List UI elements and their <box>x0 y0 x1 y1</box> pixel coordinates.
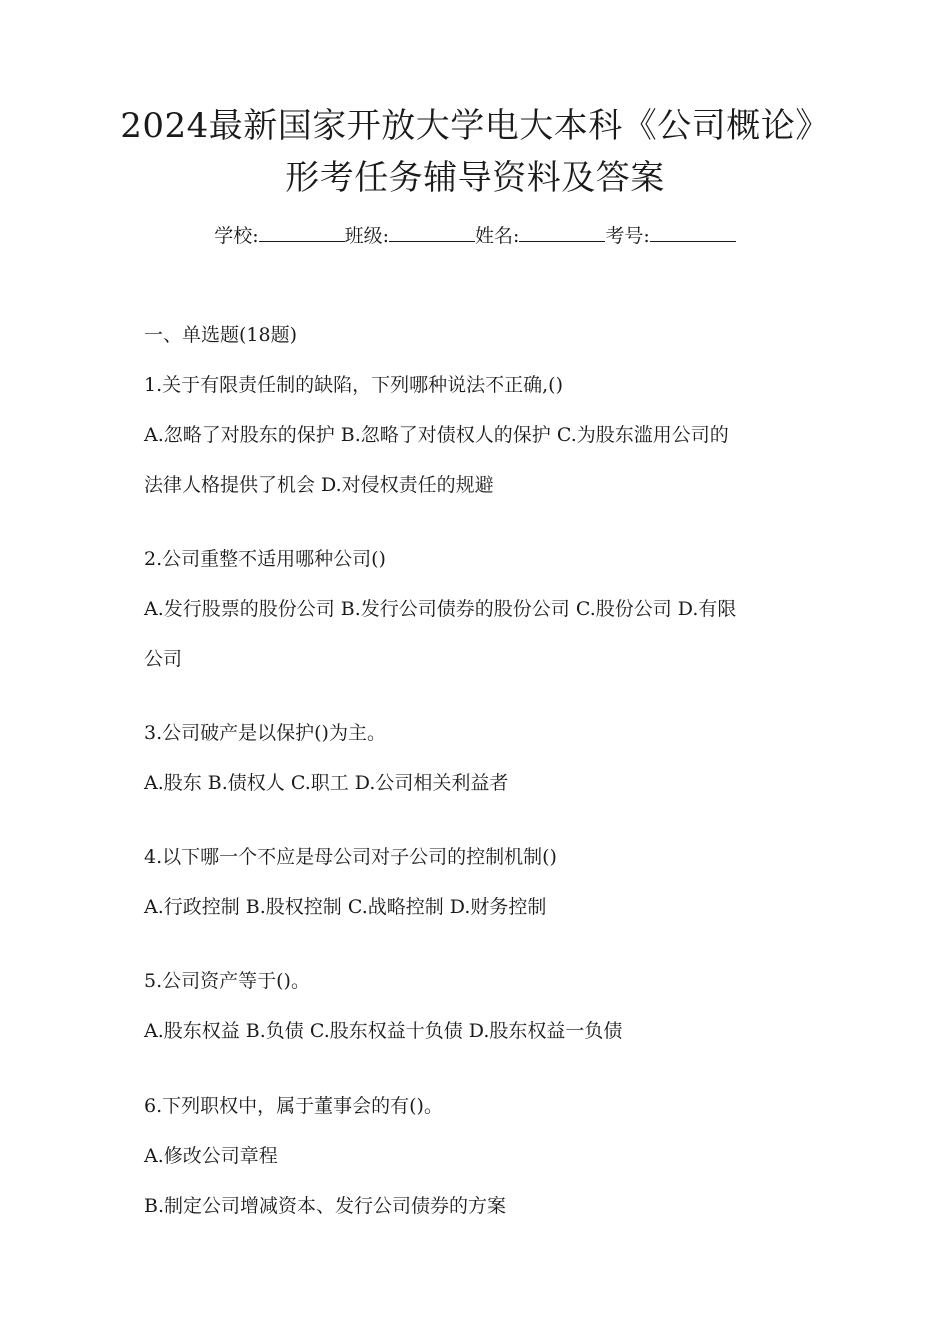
question-options-line: B.制定公司增减资本、发行公司债券的方案 <box>144 1195 507 1217</box>
exam-number-blank <box>650 223 736 242</box>
section-heading: 一、单选题(18题) <box>144 324 298 346</box>
question-options-line: 法律人格提供了机会 D.对侵权责任的规避 <box>144 474 494 496</box>
document-title-line-2: 形考任务辅导资料及答案 <box>285 158 665 198</box>
class-blank <box>389 223 475 242</box>
school-label: 学校: <box>214 225 259 247</box>
question-stem: 3.公司破产是以保护()为主。 <box>144 722 386 744</box>
name-field <box>475 222 605 250</box>
question-stem: 4.以下哪一个不应是母公司对子公司的控制机制() <box>144 846 557 868</box>
question-options-line: A.修改公司章程 <box>144 1145 278 1167</box>
question-options-line: A.忽略了对股东的保护 B.忽略了对债权人的保护 C.为股东滥用公司的 <box>144 424 729 446</box>
document-title-line-1: 2024最新国家开放大学电大本科《公司概论》 <box>120 106 830 146</box>
question-stem: 5.公司资产等于()。 <box>144 970 310 992</box>
question-options-line: 公司 <box>144 648 183 670</box>
class-field <box>345 222 475 250</box>
question-stem: 2.公司重整不适用哪种公司() <box>144 548 386 570</box>
school-blank <box>259 223 345 242</box>
question-options-line: A.行政控制 B.股权控制 C.战略控制 D.财务控制 <box>144 896 547 918</box>
name-label: 姓名: <box>475 225 520 247</box>
question-options-line: A.发行股票的股份公司 B.发行公司债券的股份公司 C.股份公司 D.有限 <box>144 598 737 620</box>
name-blank <box>519 223 605 242</box>
exam-number-field <box>605 222 735 250</box>
question-stem: 1.关于有限责任制的缺陷，下列哪种说法不正确,() <box>144 374 563 396</box>
class-label: 班级: <box>344 225 389 247</box>
question-options-line: A.股东权益 B.负债 C.股东权益十负债 D.股东权益一负债 <box>144 1020 623 1042</box>
exam-number-label: 考号: <box>605 225 650 247</box>
question-stem: 6.下列职权中，属于董事会的有()。 <box>144 1095 443 1117</box>
school-field <box>214 222 344 250</box>
question-options-line: A.股东 B.债权人 C.职工 D.公司相关利益者 <box>144 772 509 794</box>
student-info-row <box>0 222 950 250</box>
